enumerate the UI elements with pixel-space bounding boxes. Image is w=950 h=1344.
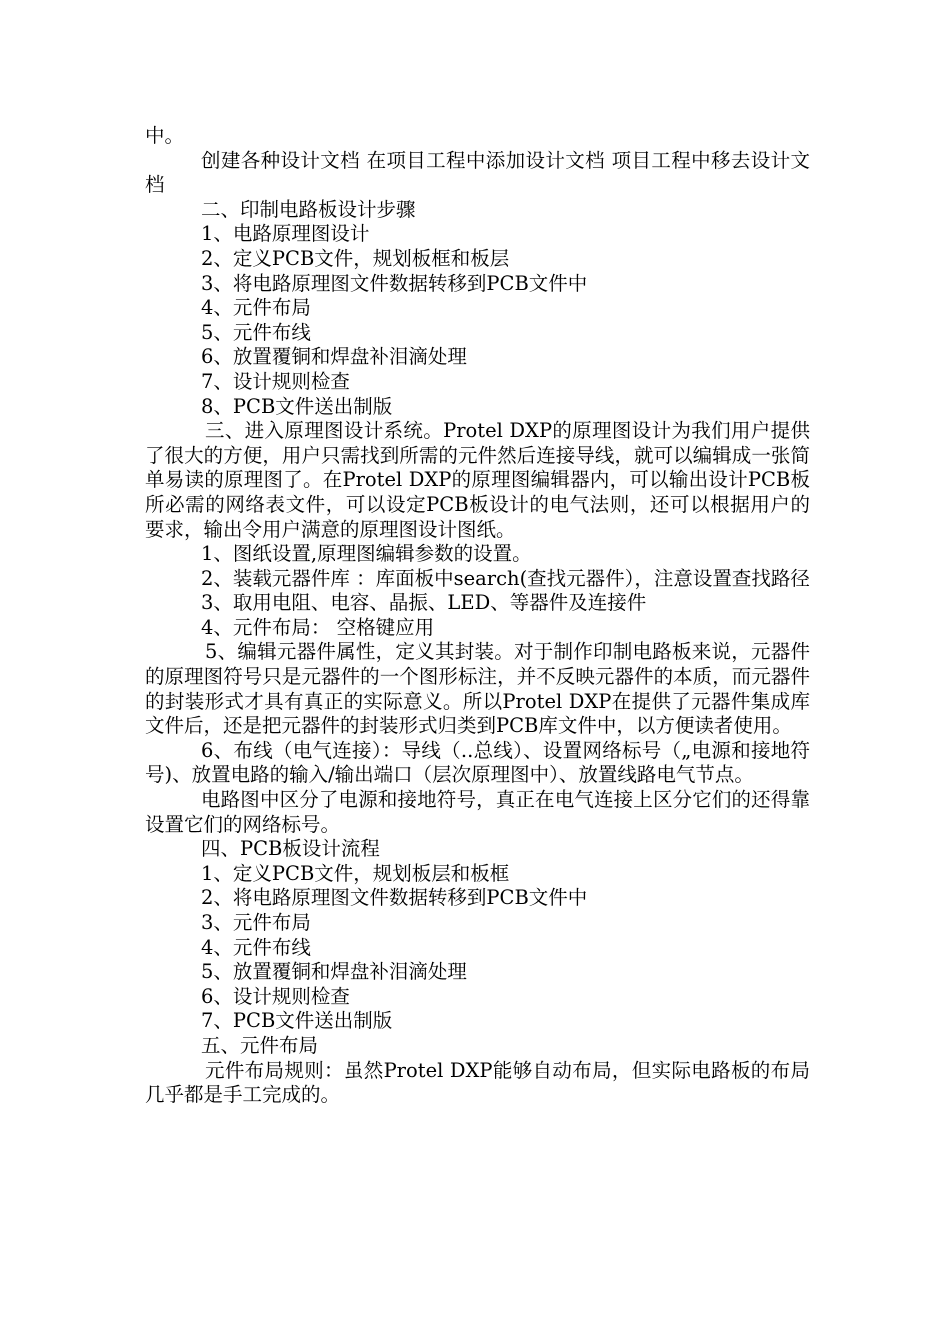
list-item: 5、放置覆铜和焊盘补泪滴处理 — [201, 960, 467, 984]
list-item: 6、布线（电气连接）：导线（..总线）、设置网络标号（„电源和接地符号)、放置电路的输入/输出端口（层次原理图中）、放置线路电气节点。 — [145, 738, 810, 787]
list-item: 4、元件布局 — [201, 296, 311, 320]
section-heading: 五、元件布局 — [201, 1033, 319, 1057]
list-item: 7、设计规则检查 — [201, 369, 350, 393]
paragraph: 中。 — [145, 124, 185, 147]
list-item: 3、将电路原理图文件数据转移到PCB文件中 — [201, 271, 588, 295]
list-item: 1、图纸设置,原理图编辑参数的设置。 — [201, 542, 532, 566]
list-item: 8、PCB文件送出制版 — [201, 394, 393, 418]
section-paragraph: 三、进入原理图设计系统。Protel DXP的原理图设计为我们用户提供了很大的方便，用户只需找到所需的元件然后连接导线，就可以编辑成一张简单易读的原理图了。在Protel DXP的原理图编辑器内，可以输出设计PCB板所必需的网络表文件，可以设定PCB板设计的电气法则，还可以根据用户的要求，输出令用户满意的原理图设计图纸。 — [145, 419, 810, 541]
list-item: 2、装载元器件库 ：库面板中search(查找元器件），注意设置查找路径 — [201, 566, 810, 590]
paragraph: 元件布局规则：虽然Protel DXP能够自动布局，但实际电路板的布局几乎都是手工完成的。 — [145, 1058, 810, 1107]
list-item: 2、定义PCB文件，规划板框和板层 — [201, 246, 510, 270]
list-item: 6、放置覆铜和焊盘补泪滴处理 — [201, 345, 467, 369]
paragraph: 电路图中区分了电源和接地符号，真正在电气连接上区分它们的还得靠设置它们的网络标号。 — [145, 788, 810, 836]
list-item: 7、PCB文件送出制版 — [201, 1009, 393, 1033]
list-item: 1、定义PCB文件，规划板层和板框 — [201, 861, 510, 885]
list-item: 4、元件布线 — [201, 935, 311, 959]
section-heading: 二、印制电路板设计步骤 — [201, 197, 416, 221]
list-item: 5、元件布线 — [201, 320, 311, 344]
section-heading: 四、PCB板设计流程 — [201, 837, 380, 861]
document-body — [145, 124, 810, 1108]
list-item: 4、元件布局： 空格键应用 — [201, 615, 435, 639]
list-item: 6、设计规则检查 — [201, 984, 350, 1008]
list-item: 1、电路原理图设计 — [201, 222, 370, 246]
paragraph: 创建各种设计文档 在项目工程中添加设计文档 项目工程中移去设计文档 — [145, 148, 810, 197]
list-item: 3、取用电阻、电容、晶振、LED、等器件及连接件 — [201, 591, 647, 615]
list-item: 2、将电路原理图文件数据转移到PCB文件中 — [201, 886, 588, 910]
list-item: 3、元件布局 — [201, 911, 311, 934]
list-item: 5、编辑元器件属性，定义其封装。对于制作印制电路板来说，元器件的原理图符号只是元器件的一个图形标注，并不反映元器件的本质，而元器件的封装形式才具有真正的实际意义。所以Protel DXP在提供了元器件集成库文件后，还是把元器件的封装形式归类到PCB库文件中，以方便读者使用。 — [145, 640, 810, 738]
